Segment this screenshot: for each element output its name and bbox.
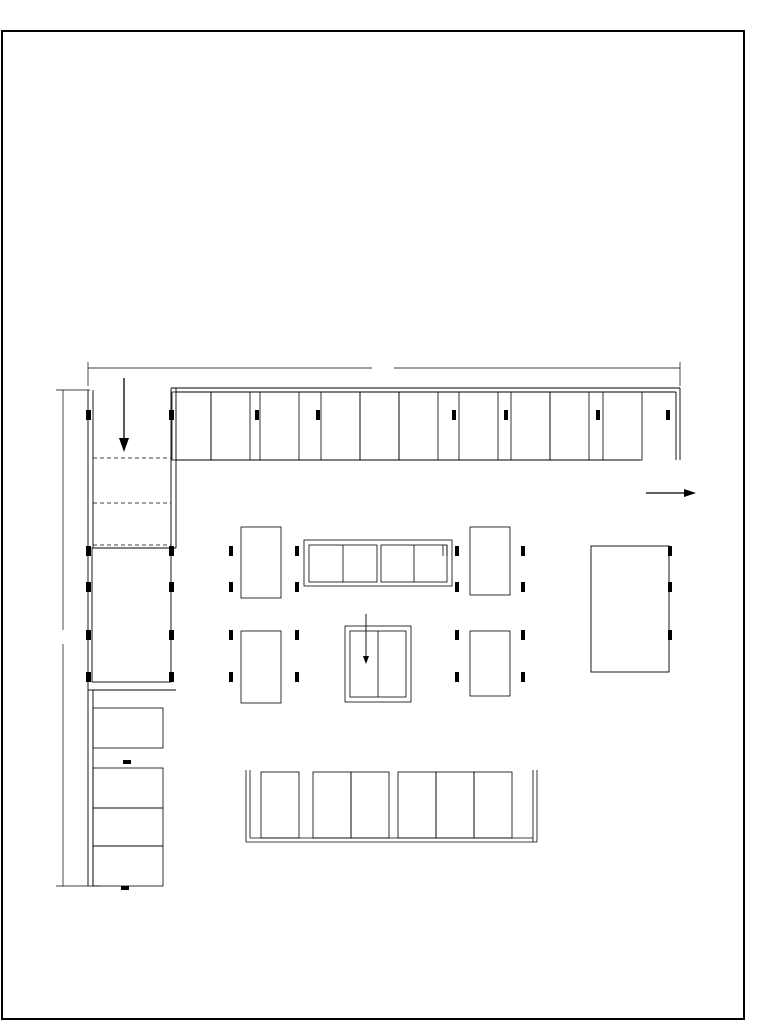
lift-block <box>304 540 452 586</box>
top-row-stalls <box>172 392 642 460</box>
two-wheeler-parking-left <box>92 548 171 682</box>
in-arrow <box>119 378 129 452</box>
left-column-stalls <box>93 708 163 886</box>
top-row-columns <box>86 410 670 420</box>
two-wheeler-parking-right <box>591 546 669 672</box>
up-arrow <box>363 614 369 664</box>
out-arrow <box>646 489 696 497</box>
middle-stalls <box>241 527 510 703</box>
entry-ramp-marks <box>93 458 171 545</box>
staircase <box>345 626 411 702</box>
central-columns <box>86 546 672 890</box>
bottom-row-stalls <box>246 770 537 842</box>
